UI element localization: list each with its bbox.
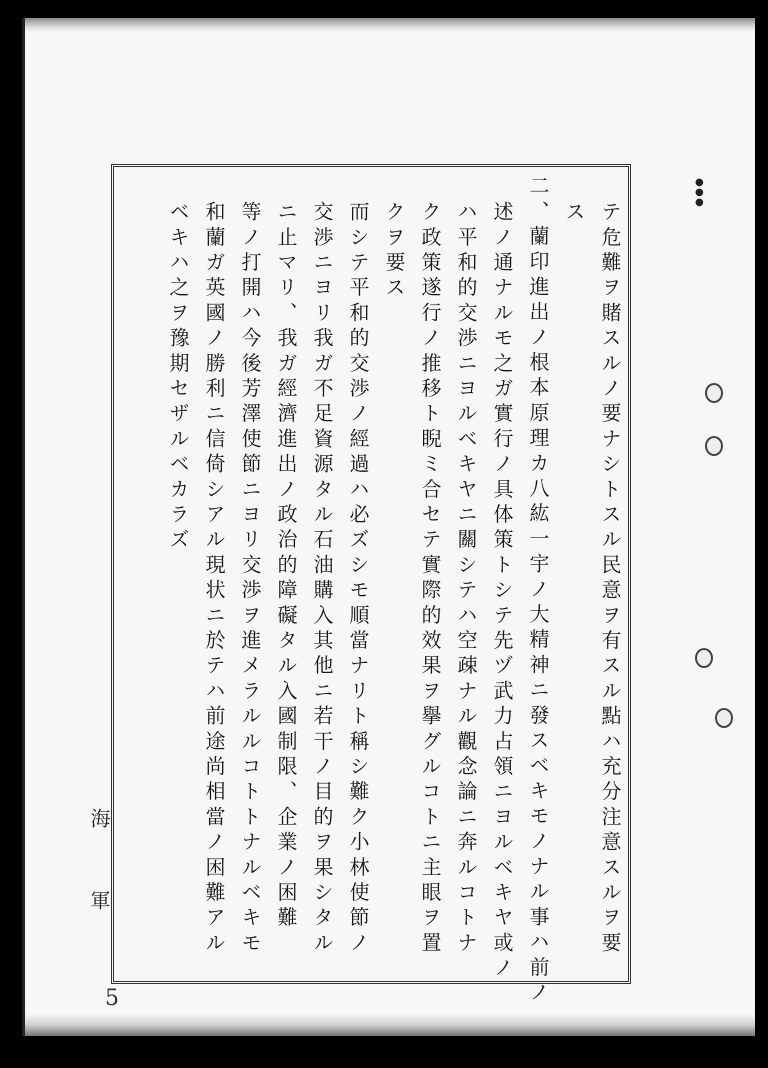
text-column: ス <box>562 201 586 227</box>
text-column: 而シテ平和的交渉ノ經過ハ必ズシモ順當ナリト稱シ難ク小林使節ノ <box>346 201 370 957</box>
text-frame <box>111 164 631 1007</box>
punch-hole <box>695 648 713 668</box>
page-top-edge <box>25 18 755 32</box>
text-column: ニ止マリ、我ガ經濟進出ノ政治的障礙タル入國制限、企業ノ困難 <box>274 201 298 932</box>
margin-dots: ● ● ● <box>695 177 704 208</box>
text-column: 述ノ通ナルモ之ガ實行ノ具体策トシテ先ヅ武力占領ニヨルベキヤ或ノ <box>490 201 514 983</box>
document-page <box>22 18 755 1036</box>
text-column: クヲ要ス <box>382 201 406 302</box>
text-column: テ危難ヲ賭スルノ要ナシトスル民意ヲ有スル點ハ充分注意スルヲ要 <box>598 201 622 957</box>
text-column: ハ平和的交渉ニヨルベキヤニ關シテハ空疎ナル觀念論ニ奔ルコトナ <box>454 201 478 957</box>
punch-hole <box>715 708 733 728</box>
punch-hole <box>705 383 723 403</box>
text-column: ク政策遂行ノ推移ト睨ミ合セテ實際的效果ヲ擧グルコトニ主眼ヲ置 <box>418 201 442 957</box>
page-bottom-edge <box>25 1014 755 1036</box>
text-column: 交渉ニヨリ我ガ不足資源タル石油購入其他ニ若干ノ目的ヲ果シタル <box>310 201 334 957</box>
text-column: 等ノ打開ハ今後芳澤使節ニヨリ交渉ヲ進メラルルコトトナルベキモ <box>238 201 262 957</box>
margin-label: 海軍 <box>87 808 111 972</box>
page-mark: 5 <box>105 986 119 1011</box>
text-column: 和蘭ガ英國ノ勝利ニ信倚シアル現状ニ於テハ前途尚相當ノ困難アル <box>202 201 226 957</box>
text-column: ベキハ之ヲ豫期セザルベカラズ <box>166 201 190 554</box>
punch-hole <box>705 436 723 456</box>
text-column: 二、蘭印進出ノ根本原理カ八紘一宇ノ大精神ニ發スベキモノナル事ハ前ノ <box>526 175 550 1007</box>
